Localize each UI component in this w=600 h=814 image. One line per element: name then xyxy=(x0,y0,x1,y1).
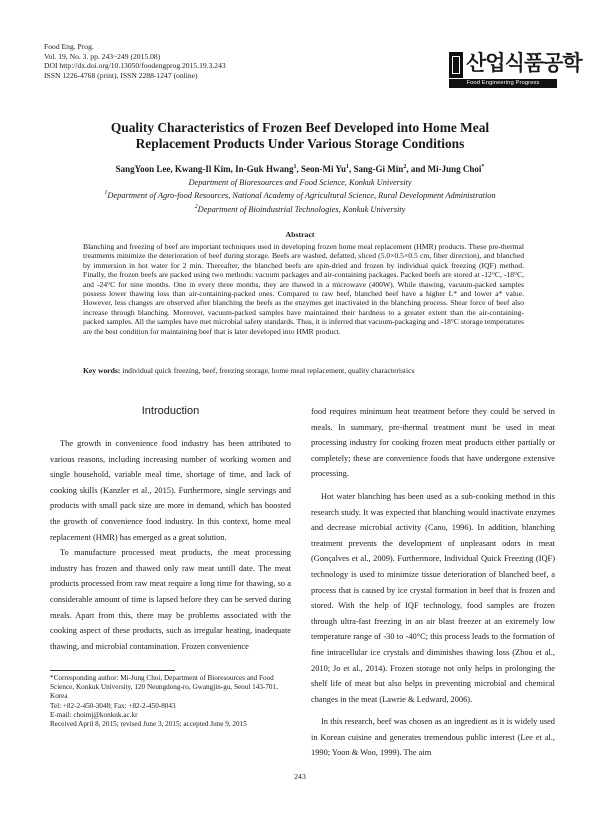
journal-volume: Vol. 19, No. 3. pp. 243~249 (2015.08) xyxy=(44,51,161,61)
author-affiliation-mark: * xyxy=(481,164,485,170)
author-separator: , xyxy=(170,164,175,174)
abstract-text: Blanching and freezing of beef are important techniques used in developing frozen home meal replacement (HMR) products. These pre-thermal treatments minimize the deterioration of beef during storage. Beefs are washed, defatted, sliced (5.0×0.5×0.5 cm, fiber direction), and blanched by immersion in hot water for 2 min. Thereafter, the blanched beefs are spin-dried and frozen by individual quick freezing (IQF) method. Finally, the frozen beefs are packed using two methods: vacuum packages and air-containing packages. Packed beefs are stored at -12°C, -18°C, and -24°C for nine months. One in every three months, they are thawed in a microwave (400W). While thawing, vacuum-packed samples possess lower thawing loss than air-containing-packed ones. Compared to raw beef, blanched beef have a higher L* and lower a* value. However, less changes are observed after blanching the beefs as the enzymes get inactivated in the blanching process. Shear force of beef also increase through blanching. Moreover, vacuum-packed samples have maintained their hardness to a greater extent than the air-containing-packed samples. All the samples have met microbial safety standards. Thus, it is inferred that vacuum-packaging and -18°C storage temperatures are the best condition for maintaining beef that is later developed into HMR product. xyxy=(83,242,524,336)
paper-title-line-1: Quality Characteristics of Frozen Beef Developed into Home Meal xyxy=(110,120,490,135)
intro-paragraph-4: Hot water blanching has been used as a sub-cooking method in this research study. It was expected that blanching would inactivate enzymes and decrease microbial activity (Cano, 1996). In addition, blanching treatment prevents the development of unpleasant odors in meat (Gonçalves et al., 2009). Furthermore, Individual Quick Freezing (IQF) technology is used to minimize tissue deterioration of blanched beef, a process that is caused by ice crystal formation in beef that is frozen and stored. With the help of IQF technology, food samples are frozen through ultra-fast freezing in an air blast freezer at an extremely low temperature range of -30 to -40°C; this process leads to the formation of fine intracellular ice crystals and diminishes thawing loss (Zhou et al., 2010; Jo et al., 2014). Frozen storage not only helps in prolonging the shelf life of meat but also helps in preventing microbial and chemical changes in the meat (Lawrie & Ledward, 2006). xyxy=(311,491,555,704)
intro-paragraph-1: The growth in convenience food industry has been attributed to various reasons, including increasing number of working women and single household, variable meal time, shortage of time, and lack of cooking skills (Kanzler et al., 2015). Furthermore, single servings and products with small pack size are more in demand, which has boosted the growth of convenience food industry. In this context, home meal replacement (HMR) has emerged as a great solution. xyxy=(50,439,291,542)
affiliation-mark: 2 xyxy=(194,203,198,210)
abstract-heading: Abstract xyxy=(285,230,315,239)
right-column xyxy=(311,404,555,761)
keywords-label: Key words: xyxy=(83,366,121,375)
journal-logo xyxy=(449,50,582,92)
logo-english-text: Food Engineering Progress xyxy=(449,79,557,88)
paper-title-line-2: Replacement Products Under Various Storage Conditions xyxy=(135,136,465,151)
affiliation-list xyxy=(30,178,570,215)
author-list xyxy=(40,162,560,175)
author-affiliation-mark: 1 xyxy=(346,164,350,170)
author-name: Sang-Gi Min xyxy=(353,164,404,174)
page-number: 243 xyxy=(294,772,306,781)
footnote-tel: Tel: +82-2-450-3048; Fax: +82-2-450-8043 xyxy=(50,701,176,710)
footnote xyxy=(50,674,291,729)
footnote-email[interactable]: E-mail: choimj@konkuk.ac.kr xyxy=(50,710,138,719)
affiliation-text: Department of Bioresources and Food Science, Konkuk University xyxy=(188,178,412,187)
introduction-heading: Introduction xyxy=(141,405,200,417)
logo-mark-icon xyxy=(449,52,463,78)
footnote-corresponding: *Corresponding author: Mi-Jung Choi, Department of Bioresources and Food Science, Konkuk University, 120 Neungdong-ro, Gwangjin-gu, Seoul 143-701, Korea xyxy=(50,674,278,701)
author-name: Mi-Jung Choi xyxy=(427,164,482,174)
affiliation-text: Department of Bioindustrial Technologies, Konkuk University xyxy=(197,204,406,214)
author-name: In-Guk Hwang xyxy=(235,164,294,174)
journal-doi[interactable]: DOI http://dx.doi.org/10.13050/foodengprog.2015.19.3.243 xyxy=(44,61,226,71)
author-separator: , and xyxy=(406,164,428,174)
footnote-divider xyxy=(50,670,175,671)
author-name: Kwang-Il Kim xyxy=(174,164,231,174)
author-name: SangYoon Lee xyxy=(115,164,171,174)
author-separator: , xyxy=(349,164,354,174)
affiliation-mark: 1 xyxy=(104,190,108,197)
paper-title xyxy=(60,120,540,152)
author-affiliation-mark: 1 xyxy=(293,164,297,170)
journal-info xyxy=(44,42,344,80)
intro-paragraph-3: food requires minimum heat treatment before they could be served in meals. In summary, pre-thermal treatment must be used in meat processing industry for cooking frozen meat products either partially or completely; these are convenience foods that have undergone extensive processing. xyxy=(311,407,555,479)
affiliation-text: Department of Agro-food Resources, National Academy of Agricultural Science, Rural Development Administration xyxy=(107,191,496,201)
author-separator: , xyxy=(296,164,301,174)
keywords-text: individual quick freezing, beef, freezing storage, home meal replacement, quality characteristics xyxy=(120,366,415,375)
affiliation-line xyxy=(30,202,570,215)
footnote-dates: Received April 8, 2015; revised June 3, 2015; accepted June 9, 2015 xyxy=(50,720,247,729)
left-column xyxy=(50,436,291,654)
author-affiliation-mark: 2 xyxy=(403,164,407,170)
logo-korean-text: 산업식품공학 xyxy=(466,51,582,75)
author-name: Seon-Mi Yu xyxy=(300,164,347,174)
affiliation-line xyxy=(30,188,570,201)
author-separator: , xyxy=(230,164,236,174)
journal-issn: ISSN 1226-4768 (print), ISSN 2288-1247 (online) xyxy=(44,70,198,80)
affiliation-line xyxy=(30,178,570,188)
journal-name: Food Eng. Prog. xyxy=(44,42,94,51)
intro-paragraph-2: To manufacture processed meat products, the meat processing industry has frozen and thawed only raw meat untill date. The meat products processed from raw meat require a long time for thawing, so a considerable amount of time is lapsed before they can be served during meals. Apart from this, there may be problems associated with the cooking aspect of these products, such as irregular heating, inadequate thawing, and microbial contamination. Frozen convenience xyxy=(50,548,291,651)
intro-paragraph-5: In this research, beef was chosen as an ingredient as it is widely used in Korean cuisine and generates tremendous public interest (Lee et al., 1990; Yoon & Woo, 1999). The aim xyxy=(311,717,555,758)
keywords xyxy=(83,366,524,375)
